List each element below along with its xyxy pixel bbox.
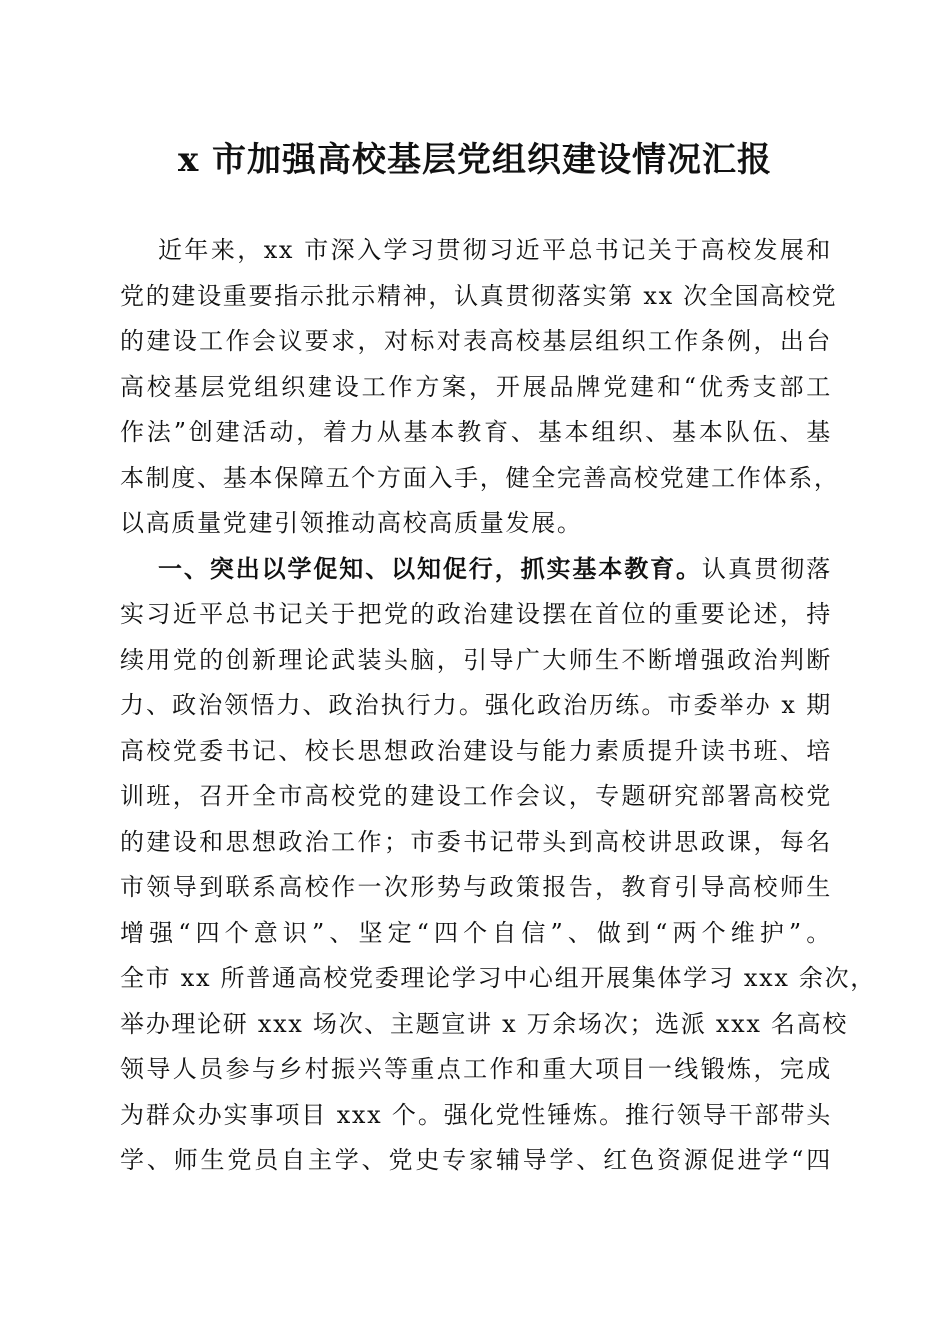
document-body — [120, 228, 876, 1184]
intro-line: 党的建设重要指示批示精神，认真贯彻落实第 xx 次全国高校党 — [120, 281, 838, 310]
section-1-line: 续用党的创新理论武装头脑，引导广大师生不断增强政治判断 — [120, 645, 832, 674]
section-1-line: 增强“四个意识”、坚定“四个自信”、做到“两个维护”。 — [120, 918, 832, 947]
section-1-line: 举办理论研 xxx 场次、主题宣讲 x 万余场次；选派 xxx 名高校 — [120, 1009, 849, 1038]
section-1-line: 高校党委书记、校长思想政治建设与能力素质提升读书班、培 — [120, 736, 832, 765]
section-1-line: 领导人员参与乡村振兴等重点工作和重大项目一线锻炼，完成 — [120, 1055, 832, 1083]
intro-line: 的建设工作会议要求，对标对表高校基层组织工作条例，出台 — [120, 327, 832, 355]
section-1-line: 力、政治领悟力、政治执行力。强化政治历练。市委举办 x 期 — [120, 691, 832, 719]
intro-line: 本制度、基本保障五个方面入手，健全完善高校党建工作体系， — [120, 463, 840, 492]
intro-line: 以高质量党建引领推动高校高质量发展。 — [120, 509, 583, 537]
section-1-line: 学、师生党员自主学、党史专家辅导学、红色资源促进学“四 — [120, 1146, 832, 1174]
section-1-line: 的建设和思想政治工作；市委书记带头到高校讲思政课，每名 — [120, 827, 832, 856]
intro-line: 近年来，xx 市深入学习贯彻习近平总书记关于高校发展和 — [158, 236, 832, 264]
section-1-heading: 一、突出以学促知、以知促行，抓实基本教育。 — [158, 554, 702, 583]
section-1-line: 为群众办实事项目 xxx 个。强化党性锤炼。推行领导干部带头 — [120, 1100, 832, 1129]
section-1-line: 实习近平总书记关于把党的政治建设摆在首位的重要论述，持 — [120, 600, 832, 628]
section-1-line: 市领导到联系高校作一次形势与政策报告，教育引导高校师生 — [120, 873, 832, 901]
section-1-first-line-rest: 认真贯彻落 — [701, 554, 833, 583]
intro-line: 高校基层党组织建设工作方案，开展品牌党建和“优秀支部工 — [120, 372, 832, 401]
intro-line: 作法”创建活动，着力从基本教育、基本组织、基本队伍、基 — [120, 418, 832, 446]
section-1-line: 全市 xx 所普通高校党委理论学习中心组开展集体学习 xxx 余次， — [120, 964, 876, 992]
section-1-first-line — [120, 547, 832, 593]
section-1-line: 训班，召开全市高校党的建设工作会议，专题研究部署高校党 — [120, 782, 832, 810]
document-title: x 市加强高校基层党组织建设情况汇报 — [177, 140, 773, 180]
